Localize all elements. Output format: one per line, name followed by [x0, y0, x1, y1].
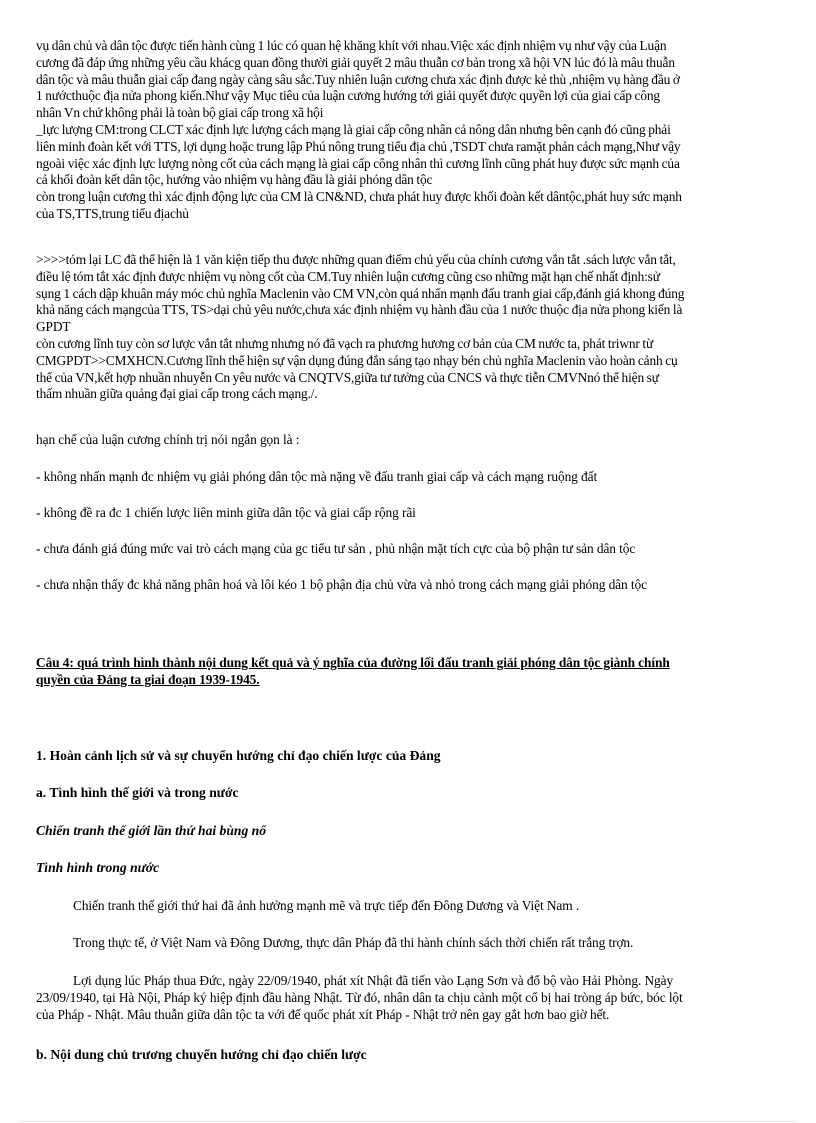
- paragraph-japan: [36, 972, 778, 1023]
- heading-line: quyền của Đảng ta giai đoạn 1939-1945.: [36, 671, 260, 687]
- limit-item: - chưa nhận thấy đc khả năng phân hoá và lôi kéo 1 bộ phận địa chủ vừa và nhỏ trong cách mạng giải phóng dân tộc: [36, 577, 647, 592]
- section-b-title: b. Nội dung chủ trương chuyển hướng chỉ đạo chiến lược: [36, 1047, 367, 1062]
- text-line: _lực lượng CM:trong CLCT xác định lực lượng cách mạng là giai cấp công nhân cả nông dân nhưng bên cạnh đó cũng phải: [36, 121, 671, 137]
- limit-item: - chưa đánh giá đúng mức vai trò cách mạng của gc tiểu tư sản , phủ nhận mặt tích cực của bộ phận tư sản dân tộc: [36, 541, 636, 556]
- text-line: vụ dân chủ và dân tộc được tiến hành cùng 1 lúc có quan hệ khăng khít với nhau.Việc xác định nhiệm vụ như vậy của Luận: [36, 38, 667, 53]
- text-line: >>>>tóm lại LC đã thể hiện là 1 văn kiện tiếp thu được những quan điểm chủ yếu của chính cương vắn tắt .sách lược vắn tắt,: [36, 252, 676, 267]
- question-4-heading: [36, 655, 766, 689]
- text-line: sụng 1 cách dập khuân máy móc chủ nghĩa Maclenin vào CM VN,còn quá nhấn mạnh đấu tranh giai cấp,đánh giá khong đúng: [36, 285, 685, 301]
- domestic-subtitle: Tình hình trong nước: [36, 860, 160, 875]
- text-line: điều lệ tóm tắt xác định được nhiệm vụ nòng cốt của CM.Tuy nhiên luận cương cũng cso những mặt hạn chế nhất định:sử: [36, 268, 660, 284]
- paragraph-thesis-analysis: [36, 38, 778, 223]
- text-line: Lợi dụng lúc Pháp thua Đức, ngày 22/09/1940, phát xít Nhật đã tiến vào Lạng Sơn và đổ bộ vào Hải Phòng. Ngày: [73, 973, 674, 988]
- text-line: còn trong luận cương thì xác định động lực của CM là CN&ND, chưa phát huy được khối đoàn kết dântộc,phát huy sức mạnh: [36, 189, 682, 205]
- paragraph-war: [36, 897, 778, 914]
- section-a-title: a. Tình hình thế giới và trong nước: [36, 785, 239, 800]
- text-line: của TS,TTS,trung tiểu địachủ: [36, 205, 189, 221]
- text-line: dân tộc và mâu thuẫn giai cấp đang ngày càng sâu sắc.Tuy nhiên luận cương chưa xác định được kẻ thù ,nhiệm vụ hàng đầu ở: [36, 71, 680, 87]
- text-line: của Pháp - Nhật. Mâu thuẫn giữa dân tộc ta với đế quốc phát xít Pháp - Nhật trở nên gay gắt hơn bao giờ hết.: [36, 1007, 610, 1022]
- text-line: thể của VN,kết hợp nhuần nhuyễn Cn yêu nước và CNQTVS,giữa tư tưởng của CNCS và thực tiễn CMVNnó thể hiện sự: [36, 369, 659, 385]
- page-bottom-edge: [20, 1121, 796, 1122]
- text-line: cương đã đáp ứng những yêu cầu khácg quan đồng thười giải quyết 2 mâu thuẫn cơ bản trong xã hội VN lúc đó là mâu thuẫn: [36, 54, 675, 70]
- paragraph-reality: [36, 934, 778, 951]
- text-line: 23/09/1940, tại Hà Nội, Pháp ký hiệp định đầu hàng Nhật. Từ đó, nhân dân ta chịu cảnh một cổ bị hai tròng áp bức, bóc lột: [36, 990, 683, 1005]
- text-line: GPDT: [36, 319, 71, 335]
- limit-item: - không nhấn mạnh đc nhiệm vụ giải phóng dân tộc mà nặng về đấu tranh giai cấp và cách mạng ruộng đất: [36, 469, 598, 484]
- text-line: cả khối đoàn kết dân tộc, hướng vào nhiệm vụ hàng đầu là giải phóng dân tộc: [36, 172, 433, 188]
- text-line: liên minh đoàn kết với TTS, lợi dụng hoặc trung lập Phú nông trung tiểu địa chủ ,TSDT chưa ramặt phản cách mạng,Như vậy: [36, 138, 681, 154]
- heading-line: Câu 4: quá trình hình thành nội dung kết quả và ý nghĩa của đường lối đấu tranh giải phóng dân tộc giành chính: [36, 655, 670, 670]
- section-1-title: 1. Hoàn cảnh lịch sử và sự chuyển hướng chỉ đạo chiến lược của Đảng: [36, 748, 441, 763]
- paragraph-summary: [36, 252, 778, 403]
- text-line: nhân Vn chứ không phải là toàn bộ giai cấp trong xã hội: [36, 105, 324, 121]
- limit-item: - không đề ra đc 1 chiến lược liên minh giữa dân tộc và giai cấp rộng rãi: [36, 505, 416, 520]
- text-line: còn cương lĩnh tuy còn sơ lược vắn tắt nhưng nhưng nó đã vạch ra phương hương cơ bản của CM nước ta, phát triwnr từ: [36, 335, 654, 351]
- limits-intro: hạn chế của luận cương chính trị nói ngắn gọn là :: [36, 432, 300, 447]
- text-line: khả năng cách mạngcủa TTS, TS>dại chủ yêu nước,chưa xác định nhiệm vụ hành đầu của 1 nước thuộc địa nửa phong kiến là: [36, 302, 683, 318]
- text-line: Chiến tranh thế giới thứ hai đã ảnh hưởng mạnh mẽ và trực tiếp đến Đông Dương và Việt Nam .: [73, 898, 580, 913]
- text-line: Trong thực tế, ở Việt Nam và Đông Dương, thực dân Pháp đã thi hành chính sách thời chiến rất trắng trợn.: [73, 935, 634, 950]
- text-line: ngoài việc xác định lực lượng nòng cốt của cách mạng là giai cấp công nhân thì cương lĩnh cũng phát huy được sức mạnh của: [36, 155, 680, 171]
- text-line: thấm nhuần giữa quảng đại giai cấp trong cách mạng./.: [36, 386, 318, 402]
- text-line: CMGPDT>>CMXHCN.Cương lĩnh thể hiện sự vận dụng đúng đắn sáng tạo nhạy bén chủ nghĩa Maclenin vào hoàn cảnh cụ: [36, 352, 678, 368]
- war-subtitle: Chiến tranh thế giới lần thứ hai bùng nổ: [36, 823, 267, 838]
- text-line: 1 nướcthuộc địa nửa phong kiến.Như vậy Mục tiêu của luận cương hướng tới giải quyết được quyền lợi của giai cấp công: [36, 88, 660, 104]
